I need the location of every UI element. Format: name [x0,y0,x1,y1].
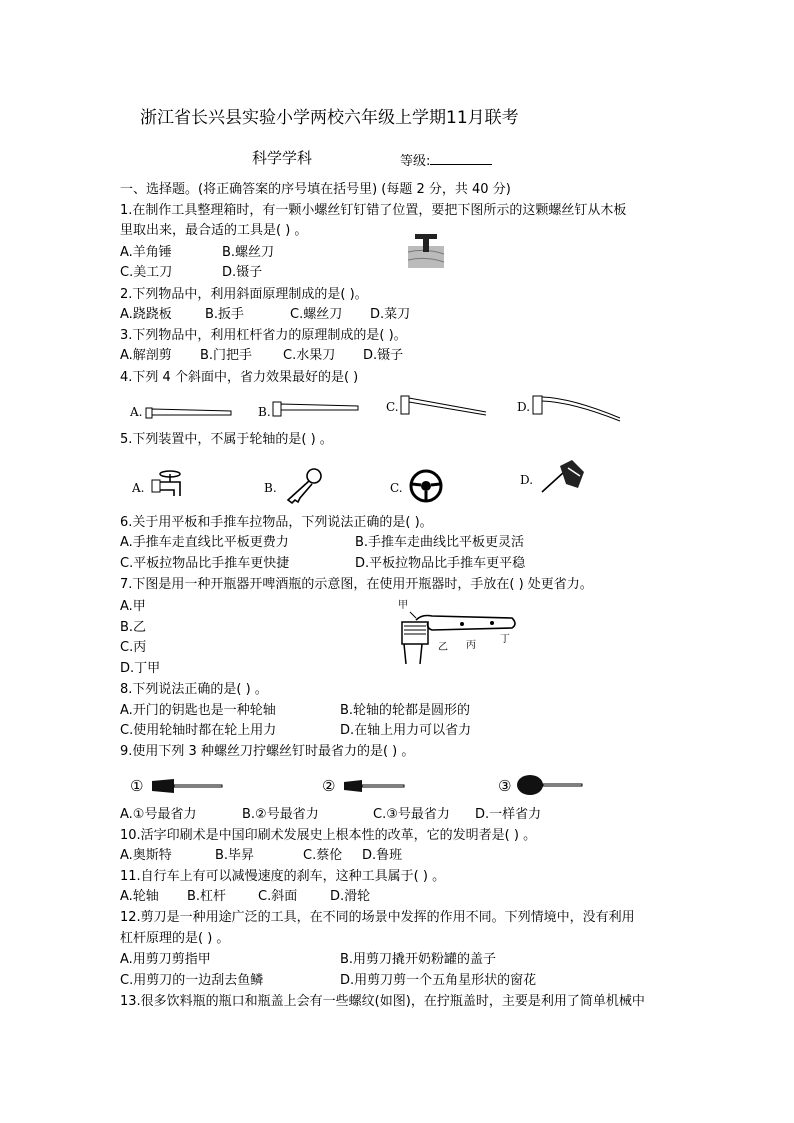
q4-option-a[interactable]: A. [130,405,143,419]
q5-option-d[interactable]: D. [520,473,534,487]
q4-stem: 4.下列 4 个斜面中，省力效果最好的是( ) [120,370,359,385]
q2-option-c[interactable]: C.螺丝刀 [290,307,343,322]
q9-option-c[interactable]: C.③号最省力 [373,807,450,822]
q5-stem: 5.下列装置中，不属于轮轴的是( ) 。 [120,432,333,447]
q3-option-c[interactable]: C.水果刀 [283,348,336,363]
q6-option-c[interactable]: C.平板拉物品比手推车更快捷 [120,556,290,571]
screwdriver-in-hand-icon [538,458,586,496]
q11-option-a[interactable]: A.轮轴 [120,889,159,904]
q1-option-d[interactable]: D.镊子 [222,265,263,280]
q7-option-b[interactable]: B.乙 [120,620,147,635]
q9-stem: 9.使用下列 3 种螺丝刀拧螺丝钉时最省力的是( ) 。 [120,744,415,759]
q7-stem: 7.下图是用一种开瓶器开啤酒瓶的示意图，在使用开瓶器时，手放在( ) 处更省力。 [120,577,593,592]
q4-slope-b-figure [272,396,362,420]
q8-option-b[interactable]: B.轮轴的轮都是圆形的 [340,703,471,718]
q1-option-c[interactable]: C.美工刀 [120,265,173,280]
q12-option-d[interactable]: D.用剪刀剪一个五角星形状的窗花 [340,973,537,988]
q2-option-d[interactable]: D.菜刀 [370,307,411,322]
q7-option-c[interactable]: C.丙 [120,640,147,655]
q10-stem: 10.活字印刷术是中国印刷术发展史上根本性的改革，它的发明者是( ) 。 [120,828,537,843]
q12-option-c[interactable]: C.用剪刀的一边刮去鱼鳞 [120,973,264,988]
q8-option-a[interactable]: A.开门的钥匙也是一种轮轴 [120,703,276,718]
q4-option-d[interactable]: D. [517,400,531,414]
q9-num-1: ① [130,777,144,795]
q12-stem-line1: 12.剪刀是一种用途广泛的工具，在不同的场景中发挥的作用不同。下列情境中，没有利用 [120,910,635,925]
grade-blank[interactable] [430,150,492,165]
q7-option-d[interactable]: D.丁甲 [120,661,161,676]
q5-option-c[interactable]: C. [390,481,403,495]
grade-label: 等级: [400,154,431,169]
q6-option-d[interactable]: D.平板拉物品比手推车更平稳 [355,556,526,571]
q12-option-b[interactable]: B.用剪刀撬开奶粉罐的盖子 [340,952,497,967]
q4-slope-c-figure [400,394,490,418]
subject-label: 科学学科 [252,149,313,167]
q9-num-2: ② [322,777,336,795]
grade-field [400,150,492,172]
screwdriver-1-figure [150,776,224,796]
screwdriver-2-figure [342,776,406,796]
screwdriver-3-figure [516,773,584,797]
q8-option-d[interactable]: D.在轴上用力可以省力 [340,723,472,738]
steering-wheel-icon [408,468,444,504]
screw-in-wood-image [408,232,444,268]
q1-stem-line2: 里取出来，最合适的工具是( ) 。 [120,223,308,238]
q11-option-d[interactable]: D.滑轮 [330,889,371,904]
q10-option-d[interactable]: D.鲁班 [362,848,403,863]
q4-option-b[interactable]: B. [258,405,271,419]
q8-option-c[interactable]: C.使用轮轴时都在轮上用力 [120,723,277,738]
q6-option-b[interactable]: B.手推车走曲线比平板更灵活 [355,535,525,550]
q3-option-b[interactable]: B.门把手 [200,348,253,363]
q9-option-d[interactable]: D.一样省力 [475,807,542,822]
q4-slope-d-figure [532,392,624,422]
q2-stem: 2.下列物品中，利用斜面原理制成的是( )。 [120,287,368,302]
q9-option-a[interactable]: A.①号最省力 [120,807,197,822]
page-title: 浙江省长兴县实验小学两校六年级上学期11月联考 [140,108,519,128]
q7-label-yi: 乙 [438,642,448,653]
q7-option-a[interactable]: A.甲 [120,599,146,614]
q13-stem: 13.很多饮料瓶的瓶口和瓶盖上会有一些螺纹(如图)，在拧瓶盖时，主要是利用了简单机械中 [120,994,645,1009]
q9-option-b[interactable]: B.②号最省力 [242,807,319,822]
faucet-icon [150,466,194,506]
q12-stem-line2: 杠杆原理的是( ) 。 [120,931,230,946]
q9-num-3: ③ [498,777,512,795]
q10-option-a[interactable]: A.奥斯特 [120,848,172,863]
q10-option-b[interactable]: B.毕昇 [215,848,255,863]
q4-option-c[interactable]: C. [386,400,399,414]
q11-option-b[interactable]: B.杠杆 [187,889,227,904]
q7-label-bing: 丙 [466,640,476,651]
q11-option-c[interactable]: C.斜面 [258,889,298,904]
q2-option-a[interactable]: A.跷跷板 [120,307,172,322]
q4-slope-a-figure [145,398,233,422]
q2-option-b[interactable]: B.扳手 [205,307,245,322]
section-heading: 一、选择题。(将正确答案的序号填在括号里) (每题 2 分，共 40 分) [120,182,511,197]
q1-stem-line1: 1.在制作工具整理箱时，有一颗小螺丝钉钉错了位置，要把下图所示的这颗螺丝钉从木板 [120,203,627,218]
key-icon [284,466,324,506]
q10-option-c[interactable]: C.蔡伦 [303,848,343,863]
q7-label-ding: 丁 [500,634,510,645]
q6-stem: 6.关于用平板和手推车拉物品，下列说法正确的是( )。 [120,515,433,530]
q11-stem: 11.自行车上有可以减慢速度的刹车，这种工具属于( ) 。 [120,869,446,884]
q3-option-a[interactable]: A.解剖剪 [120,348,172,363]
q3-option-d[interactable]: D.镊子 [363,348,404,363]
q12-option-a[interactable]: A.用剪刀剪指甲 [120,952,211,967]
q8-stem: 8.下列说法正确的是( ) 。 [120,682,268,697]
q7-label-jia: 甲 [398,600,408,611]
q1-option-b[interactable]: B.螺丝刀 [222,245,275,260]
q6-option-a[interactable]: A.手推车走直线比平板更费力 [120,535,289,550]
q3-stem: 3.下列物品中，利用杠杆省力的原理制成的是( )。 [120,328,407,343]
q5-option-b[interactable]: B. [264,481,277,495]
q5-option-a[interactable]: A. [132,481,145,495]
q1-option-a[interactable]: A.羊角锤 [120,245,172,260]
